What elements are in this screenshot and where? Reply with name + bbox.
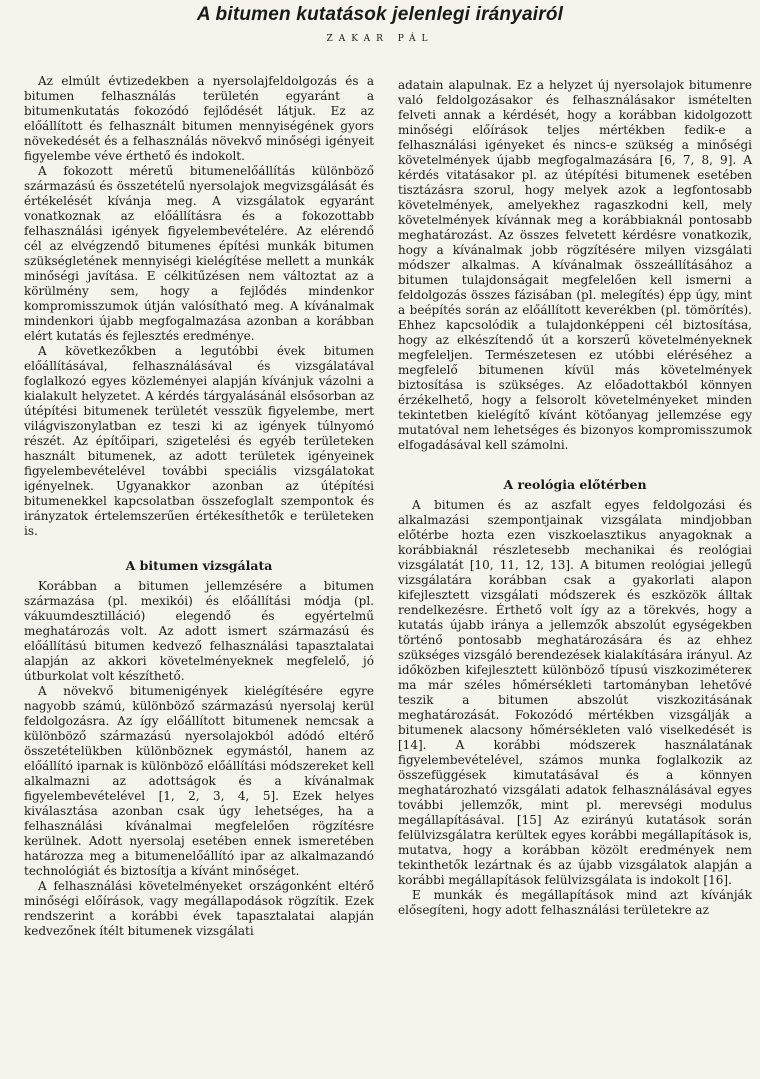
- paragraph: A következőkben a legutóbbi évek bitumen előállításával, felhasználásával és vizsgálatával foglalkozó egyes közleményei alapján kívánjuk vázolni a kialakult helyzetet. A kérdés tárgyalásánál elsősorban az útépítési bitumenek területét vesszük figyelembe, mert világviszonylatban ez teszi ki az igények túlnyomó részét. Az építőipari, szigetelési és egyéb területeken használt bitumenek, az adott területek igényeinek figyelembevételével további speciális vizsgálatokat igényelnek. Ugyanakkor azonban az útépítési bitumenekkel kapcsolatban összefoglalt szempontok és irányzatok értelemszerűen értékesíthetők e területeken is.: [24, 344, 374, 538]
- paragraph: A felhasználási követelményeket országonként eltérő minőségi előírások, vagy megállapodások rögzítik. Ezek rendszerint a korábbi évek tapasztalatai alapján kedvezőnek ítélt bitumenek vizsgálati: [24, 879, 374, 938]
- paragraph: Az elmúlt évtizedekben a nyersolajfeldolgozás és a bitumen felhasználás területén egyaránt a bitumenkutatás fokozódó fejlődését látjuk. Ez az előállított és felhasznált bitumen mennyiségének gyors növekedését és a felhasználás növekvő minőségi igényeit figyelembe véve érthető és indokolt.: [24, 74, 374, 163]
- section-heading: A reológia előtérben: [503, 477, 647, 492]
- paragraph: A bitumen és az aszfalt egyes feldolgozási és alkalmazási szempontjainak vizsgálata mindjobban előtérbe hozta ezen viszkoelasztikus anyagoknak a korábbiaknál részletesebb mechanikai és reológiai vizsgálatát [10, 11, 12, 13]. A bitumen reológiai jellegű vizsgálatára korábban csak a gyakorlati alapon kifejlesztett vizsgálati módszerek és eszközök álltak rendelkezésre. Érthető volt így az a törekvés, hogy a kutatás újabb iránya a jellemzők abszolút egységekben történő pontosabb meghatározására és az ehhez szükséges vizsgáló berendezések kialakítására irányul. Az időközben kifejlesztett különböző típusú viszkozimétereк ma már széles hőmérsékleti tartományban lehetővé teszik a bitumen abszolút viszkozitásának meghatározását. Fokozódó mértékben vizsgálják a bitumenek alacsony hőmérsékleten való viselkedését is [14]. A korábbi módszerek használatának figyelembevételével, számos munka foglalkozik az összefüggések kimutatásával és a könnyen meghatározható vizsgálati adatok felhasználásával egyes további jellemzők, mint pl. merevségi modulus megállapításával. [15] Az ezirányú kutatások során felülvizsgálatra kerültek egyes korábbi megállapítások is, mutatva, hogy a korábban közölt eredmények nem tekinthetők lezártnak és az újabb vizsgálatok alapján a korábbi megállapítások felülvizsgálata is indokolt [16].: [398, 498, 752, 887]
- paragraph: E munkák és megállapítások mind azt kívánják elősegíteni, hogy adott felhasználási területekre az: [398, 888, 752, 917]
- paragraph: A növekvő bitumenigények kielégítésére egyre nagyobb számú, különböző származású nyersolaj kerül feldolgozásra. Az így előállított bitumenek nemcsak a különböző származású nyersolajokból adódó eltérő összetételükben különböznek egymástól, hanem az előállító iparnak is különböző előállítási módszereket kell alkalmazni az adottságok és a kívánalmak figyelembevételével [1, 2, 3, 4, 5]. Ezek helyes kiválasztása azonban csak úgy lehetséges, ha a felhasználási kívánalmai megfelelően rögzítésre kerülnek. Adott nyersolaj esetében ennek ismeretében határozza meg a bitumenelőállító ipar az alkalmazandó technológiát és biztosítja a kívánt minőséget.: [24, 684, 374, 878]
- paragraph: A fokozott méretű bitumenelőállítás különböző származású és összetételű nyersolajok megvizsgálását és értékelését kívánja meg. A vizsgálatok egyaránt vonatkoznak az előállításra és a fokozottabb felhasználási igények figyelembevételére. Az elérendő cél az elvégzendő bitumenes építési munkák bitumen szükségletének mennyiségi kielégítése mellett a munkák minőségi javítása. E célkitűzésen nem változtat az a körülmény sem, hogy a fejlődés mindenkor kompromisszumok útján valósítható meg. A kívánalmak mindenkori újabb megfogalmazása azonban a korábban elért kutatás és fejlesztés eredménye.: [24, 164, 374, 343]
- article-author: ZAKAR PÁL: [326, 34, 434, 44]
- paragraph: adatain alapulnak. Ez a helyzet új nyersolajok bitumenre való feldolgozásakor és felhasználásakor ismételten felveti annak a kérdését, hogy a korábban kidolgozott minőségi előírások teljes mértékben fedik-e a felhasználási igényeket és nincs-e szükség a minőségi követelmények újabb megfogalmazására [6, 7, 8, 9]. A kérdés vitatásakor pl. az útépítési bitumenek esetében tisztázásra szorul, hogy melyek azok a legfontosabb követelmények, amelyekhez ragaszkodni kell, mely követelmények kívánnak meg a korábbiaknál pontosabb meghatározást. Az összes felvetett kérdésre vonatkozik, hogy a kívánalmak jobb rögzítésére milyen vizsgálati módszer alkalmas. A kívánalmak összeállításához a bitumen tulajdonságait megfelelően kell ismerni a feldolgozás összes fázisában (pl. melegítés) épp úgy, mint a beépítés során az előállított keverékben (pl. tömörítés). Ehhez kapcsolódik a tulajdonképpeni cél biztosítása, hogy az elkészítendő út a korszerű követelményeknek megfeleljen. Természetesen ez utóbbi eléréséhez a megfelelő bitumenen kívül más követelmények biztosítása is szükséges. Az előadottakból könnyen érzékelhető, hogy a felsorolt követelményeket minden tekintetben kielégítő kívánt kötőanyag jellemzése egy mutatóval nem lehetséges és bizonyos kompromisszumok elfogadásával kell számolni.: [398, 78, 752, 452]
- paragraph: Korábban a bitumen jellemzésére a bitumen származása (pl. mexikói) és előállítási módja (pl. vákuumdesztilláció) elegendő és egyértelmű meghatározás volt. Az adott ismert származású és előállítású bitumen kedvező felhasználási tapasztalatai alapján az akkori követelményeknek megfelelő, jó útburkolat volt készíthető.: [24, 579, 374, 683]
- section-heading: A bitumen vizsgálata: [125, 558, 273, 573]
- article-title: A bitumen kutatások jelenlegi irányairól: [196, 4, 564, 25]
- right-column: [398, 78, 752, 918]
- left-column: [24, 74, 374, 939]
